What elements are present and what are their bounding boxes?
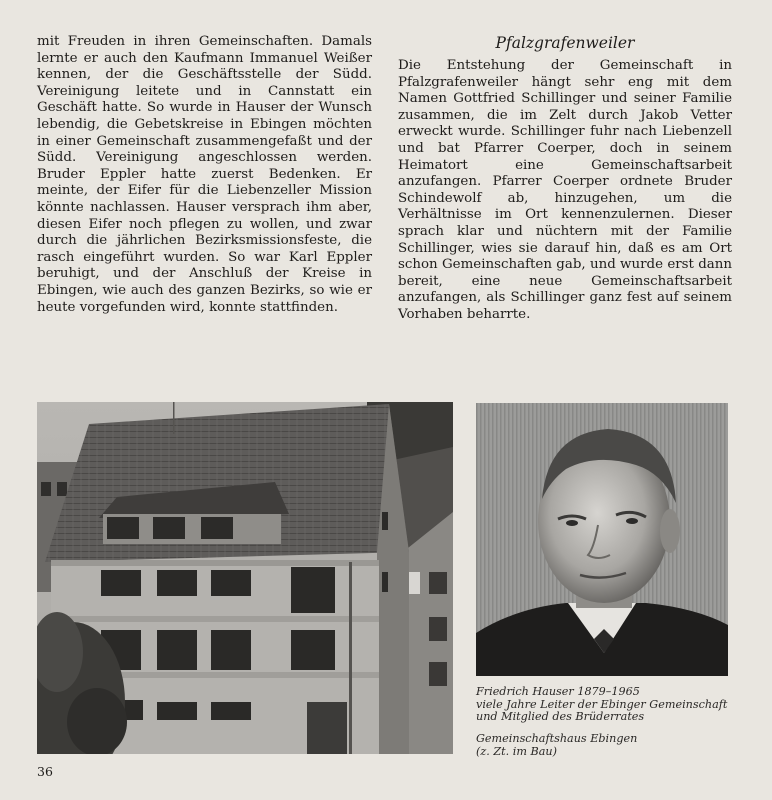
right-text-column xyxy=(398,34,732,324)
section-title: Pfalzgrafenweiler xyxy=(495,34,635,52)
portrait-caption-line-2: viele Jahre Leiter der Ebinger Gemeinschaft xyxy=(476,697,728,711)
building-caption-line-1: Gemeinschaftshaus Ebingen xyxy=(476,732,638,745)
portrait-photo xyxy=(476,403,728,676)
portrait-caption xyxy=(476,686,746,724)
portrait-caption-line-3: und Mitglied des Brüderrates xyxy=(476,710,645,724)
portrait-caption-line-1: Friedrich Hauser 1879–1965 xyxy=(476,685,640,698)
left-paragraph: mit Freuden in ihren Gemeinschaften. Damals lernte er auch den Kaufmann Immanuel Weißer kennen, der die Geschäftsstelle der Südd. Vereinigung leitete und in Cannstatt ein Geschäft hatte. So wurde in Hauser der Wunsch lebendig, die Gebetskreise in Ebingen möchten in einer Gemeinschaft zusammengefaßt und der Südd. Vereinigung angeschlossen werden. Bruder Eppler hatte zuerst Bedenken. Er meinte, der Eifer für die Liebenzeller Mission könnte nachlassen. Hauser versprach ihm aber, diesen Eifer noch pflegen zu wollen, und zwar durch die jährlichen Bezirksmissionsfeste, die rasch eingeführt wurden. So war Karl Eppler beruhigt, und der Anschluß der Kreise in Ebingen, wie auch des ganzen Bezirks, so wie er heute vorgefunden wird, konnte stattfinden. xyxy=(37,34,372,315)
building-caption-line-2: (z. Zt. im Bau) xyxy=(476,744,557,758)
page-number: 36 xyxy=(37,764,53,779)
building-caption xyxy=(476,733,746,758)
building-photo xyxy=(37,402,453,754)
left-text-column xyxy=(37,34,372,316)
right-paragraph: Die Entstehung der Gemeinschaft in Pfalzgrafenweiler hängt sehr eng mit dem Namen Gottfried Schillinger und seiner Familie zusammen, die im Zelt durch Jakob Vetter erweckt wurde. Schillinger fuhr nach Liebenzell und bat Pfarrer Coerper, doch in seinem Heimatort eine Gemeinschaftsarbeit anzufangen. Pfarrer Coerper ordnete Bruder Schindewolf ab, hinzugehen, um die Verhältnisse im Ort kennenzulernen. Dieser sprach klar und nüchtern mit der Familie Schillinger, wies sie darauf hin, daß es am Ort schon Gemeinschaften gab, und wurde erst dann bereit, eine neue Gemeinschaftsarbeit anzufangen, als Schillinger ganz fest auf seinem Vorhaben beharrte. xyxy=(398,58,732,322)
